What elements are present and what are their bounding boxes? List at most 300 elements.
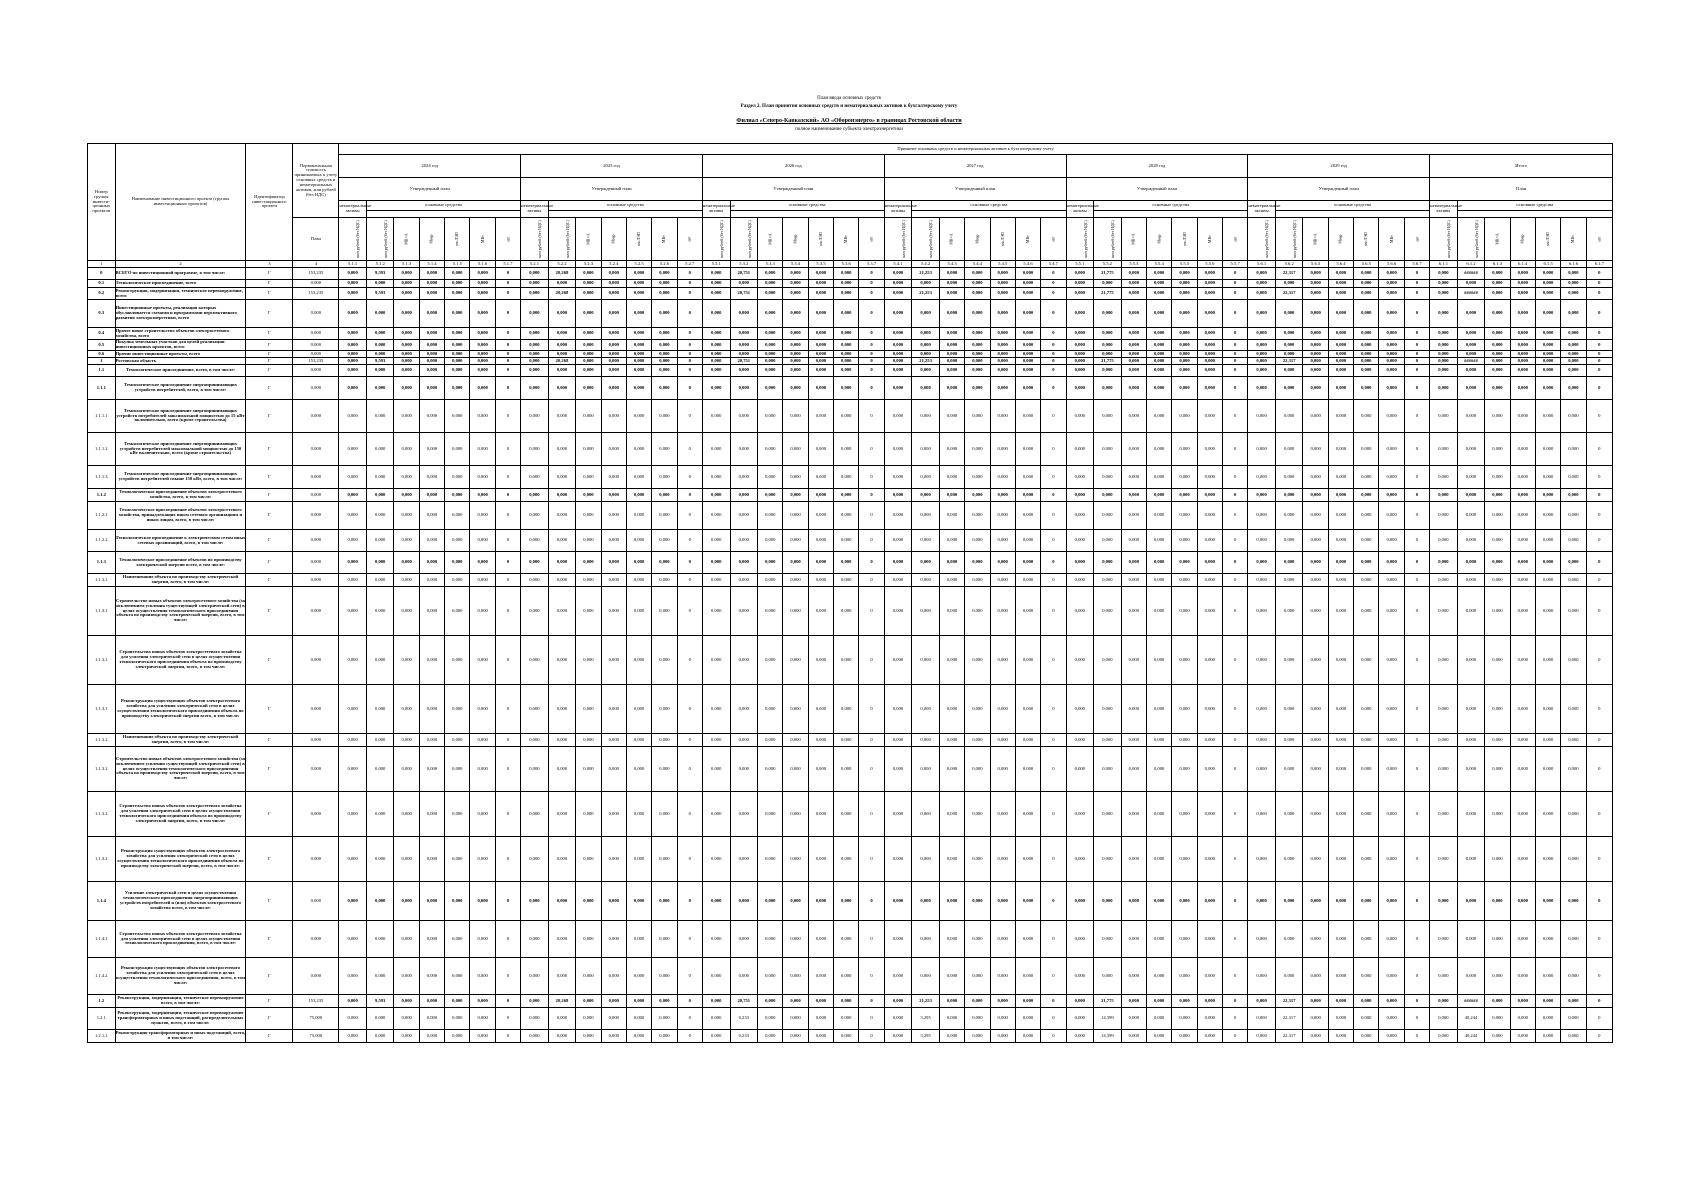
row-value: 0,000 xyxy=(1066,280,1094,288)
row-value: 0 xyxy=(1404,489,1429,502)
row-value: 0,000 xyxy=(394,300,419,328)
row-value: 0,000 xyxy=(702,734,730,747)
row-value: 0,000 xyxy=(339,288,367,300)
header-spacer xyxy=(1094,211,1248,218)
row-value: 0,000 xyxy=(1430,882,1458,921)
row-value: 0,000 xyxy=(730,530,758,552)
row-value: 0,000 xyxy=(758,995,783,1008)
row-value: 0,000 xyxy=(1094,792,1122,837)
row-value: 0,000 xyxy=(1172,489,1197,502)
row-value: 0 xyxy=(677,882,702,921)
row-value: 0,000 xyxy=(834,921,859,958)
row-value: 0,000 xyxy=(576,351,601,358)
row-identifier: Г xyxy=(246,400,293,433)
row-value: 0,000 xyxy=(1303,489,1328,502)
row-identifier: Г xyxy=(246,1008,293,1030)
row-value: 0 xyxy=(1222,995,1247,1008)
header-fixed-assets: основные средства xyxy=(366,201,520,211)
row-value: 0,000 xyxy=(445,268,470,280)
row-value: 0,000 xyxy=(1561,1008,1586,1030)
row-value: 0,000 xyxy=(758,747,783,792)
header-unit-text: МВ×А xyxy=(1494,233,1500,245)
row-value: 0,000 xyxy=(939,636,964,685)
row-value: 0,000 xyxy=(990,636,1015,685)
row-value: 21,775 xyxy=(1094,268,1122,280)
row-value: 0,000 xyxy=(1430,574,1458,587)
row-value: 0,000 xyxy=(1457,747,1485,792)
row-value: 0,000 xyxy=(1510,636,1535,685)
row-value: 0,000 xyxy=(601,502,626,530)
table-row xyxy=(88,288,1613,300)
row-value: 0,000 xyxy=(1172,433,1197,466)
row-value: 0,000 xyxy=(1430,837,1458,882)
row-value: 0,000 xyxy=(576,433,601,466)
header-intangible-assets: нематериальные активы xyxy=(1430,201,1458,218)
row-project-name: Реконструкция существующих объектов электросетевого хозяйства для усиления электрической сети в целях осуществления технологического присоединения объекта по производству электрической энергии всего, в том числе: xyxy=(115,685,246,734)
row-value: 0,000 xyxy=(1275,574,1303,587)
row-value: 0,000 xyxy=(394,466,419,489)
row-value: 0,000 xyxy=(1015,837,1040,882)
row-value: 0,000 xyxy=(912,377,940,400)
row-value: 0,000 xyxy=(912,837,940,882)
row-value: 22,317 xyxy=(1275,1008,1303,1030)
row-value: 0,000 xyxy=(912,530,940,552)
row-value: 0,000 xyxy=(834,792,859,837)
row-value: 0,000 xyxy=(1430,351,1458,358)
row-value: 0,000 xyxy=(1172,365,1197,377)
row-value: 0,000 xyxy=(445,995,470,1008)
row-value: 0,000 xyxy=(1328,280,1353,288)
row-value: 0,000 xyxy=(1121,882,1146,921)
row-value: 0,000 xyxy=(808,358,833,365)
row-value: 0,000 xyxy=(1328,958,1353,995)
row-value: 0,000 xyxy=(1535,958,1560,995)
row-value: 0,000 xyxy=(783,734,808,747)
row-value: 0,000 xyxy=(783,837,808,882)
row-value: 0,000 xyxy=(1147,792,1172,837)
row-value: 0,000 xyxy=(702,1008,730,1030)
row-value: 0,000 xyxy=(419,882,444,921)
row-value: 0,000 xyxy=(1066,792,1094,837)
row-value: 0,000 xyxy=(1172,734,1197,747)
row-value: 0 xyxy=(859,1030,884,1043)
row-value: 0,000 xyxy=(626,747,651,792)
row-value: 0,000 xyxy=(1303,1030,1328,1043)
row-value: 0,000 xyxy=(1303,300,1328,328)
column-number: 5.4.3 xyxy=(939,261,964,268)
row-value: 0 xyxy=(1222,400,1247,433)
row-value: 0,000 xyxy=(470,400,495,433)
header-unit-text: МВ×А xyxy=(948,233,954,245)
row-value: 0,000 xyxy=(1430,587,1458,636)
row-value: 0 xyxy=(859,882,884,921)
row-value: 0,000 xyxy=(576,466,601,489)
row-value: 0,000 xyxy=(652,466,677,489)
row-value: 0,000 xyxy=(1379,433,1404,466)
row-value: 0,000 xyxy=(366,365,394,377)
row-value: 0,000 xyxy=(1485,1008,1510,1030)
row-value: 0 xyxy=(1404,268,1429,280)
row-value: 0,000 xyxy=(990,268,1015,280)
row-value: 0,000 xyxy=(1535,280,1560,288)
row-value: 0,000 xyxy=(1485,747,1510,792)
row-value: 20,751 xyxy=(730,358,758,365)
row-value: 0,000 xyxy=(652,358,677,365)
row-value: 0 xyxy=(1041,792,1066,837)
row-value: 0,000 xyxy=(1066,358,1094,365)
row-value: 0,000 xyxy=(1066,300,1094,328)
row-value: 0,000 xyxy=(1197,300,1222,328)
row-value: 0,000 xyxy=(939,685,964,734)
row-identifier: Г xyxy=(246,489,293,502)
row-value: 0 xyxy=(677,530,702,552)
row-value: 22,317 xyxy=(1275,1030,1303,1043)
row-value: 0,000 xyxy=(1379,734,1404,747)
table-row xyxy=(88,280,1613,288)
row-value: 0,000 xyxy=(1121,685,1146,734)
row-value: 0,000 xyxy=(1066,502,1094,530)
row-value: 0,000 xyxy=(1248,921,1276,958)
row-value: 0,000 xyxy=(366,837,394,882)
header-unit xyxy=(1485,218,1510,261)
row-value: 0,000 xyxy=(912,792,940,837)
table-row xyxy=(88,1008,1613,1030)
table-row xyxy=(88,433,1613,466)
row-identifier: Г xyxy=(246,340,293,351)
row-value: 0,000 xyxy=(1485,466,1510,489)
row-value: 0,000 xyxy=(990,921,1015,958)
row-value: 0,000 xyxy=(339,587,367,636)
row-value: 0,000 xyxy=(366,734,394,747)
row-value: 0 xyxy=(859,400,884,433)
row-value: 0,000 xyxy=(1561,685,1586,734)
header-unit-text: млн рублей (без НДС) xyxy=(382,219,388,258)
row-value: 0,000 xyxy=(626,587,651,636)
row-value: 0,000 xyxy=(601,300,626,328)
header-spacer xyxy=(730,211,884,218)
row-value: 0,000 xyxy=(990,466,1015,489)
row-value: 0,000 xyxy=(1535,1008,1560,1030)
row-value: 0,000 xyxy=(1457,351,1485,358)
row-value: 0,000 xyxy=(758,636,783,685)
row-value: 0,000 xyxy=(730,433,758,466)
row-value: 0,000 xyxy=(626,636,651,685)
row-value: 0,000 xyxy=(1147,365,1172,377)
row-value: 0 xyxy=(1404,433,1429,466)
row-value: 22,317 xyxy=(1275,995,1303,1008)
row-value: 0,000 xyxy=(419,351,444,358)
header-project-name: Наименование инвестиционного проекта (группы инвестиционных проектов) xyxy=(115,144,246,261)
row-value: 0,000 xyxy=(445,587,470,636)
row-value: 0,000 xyxy=(1303,365,1328,377)
row-number: 1.1.3.2 xyxy=(88,792,116,837)
row-value: 0,000 xyxy=(990,552,1015,574)
row-value: 0,000 xyxy=(601,552,626,574)
row-identifier: Г xyxy=(246,882,293,921)
row-value: 0,000 xyxy=(1094,552,1122,574)
row-value: 0,000 xyxy=(394,268,419,280)
header-unit-text: млн рублей (без НДС) xyxy=(1082,219,1088,258)
row-value: 0 xyxy=(859,734,884,747)
row-value: 40,244 xyxy=(1457,1030,1485,1043)
row-value: 0,000 xyxy=(576,328,601,340)
row-value: 0,000 xyxy=(702,837,730,882)
row-value: 0,000 xyxy=(783,300,808,328)
row-value: 0,000 xyxy=(758,502,783,530)
row-identifier: Г xyxy=(246,365,293,377)
column-number: 5.6.1 xyxy=(1248,261,1276,268)
row-number: 1.1.1 xyxy=(88,377,116,400)
row-value: 0,000 xyxy=(1535,400,1560,433)
row-value: 0,000 xyxy=(1172,636,1197,685)
row-value: 0,000 xyxy=(1172,837,1197,882)
row-value: 0,000 xyxy=(445,882,470,921)
row-value: 0,000 xyxy=(1248,400,1276,433)
header-unit xyxy=(730,218,758,261)
row-value: 0,000 xyxy=(834,400,859,433)
row-number: 1.1.3.1 xyxy=(88,685,116,734)
row-number: 1.2.1.1 xyxy=(88,1030,116,1043)
row-initial-cost: 0,000 xyxy=(293,792,339,837)
table-row xyxy=(88,587,1613,636)
row-value: 0,000 xyxy=(1066,587,1094,636)
header-unit-text: шт xyxy=(1232,236,1238,242)
header-unit-text: шт xyxy=(1596,236,1602,242)
row-value: 0 xyxy=(1586,792,1612,837)
row-value: 0 xyxy=(1586,574,1612,587)
row-value: 0 xyxy=(1222,574,1247,587)
row-value: 0,000 xyxy=(1066,734,1094,747)
row-value: 0,000 xyxy=(1121,792,1146,837)
row-value: 0 xyxy=(1404,882,1429,921)
row-value: 0,000 xyxy=(730,837,758,882)
row-value: 0,000 xyxy=(1094,921,1122,958)
row-value: 0,000 xyxy=(912,365,940,377)
row-value: 0,000 xyxy=(366,328,394,340)
row-value: 0,000 xyxy=(366,747,394,792)
row-value: 0,000 xyxy=(1121,1030,1146,1043)
row-value: 0,000 xyxy=(1066,530,1094,552)
row-value: 0,000 xyxy=(576,587,601,636)
row-value: 0,000 xyxy=(912,280,940,288)
row-value: 0,000 xyxy=(1275,365,1303,377)
row-value: 0,000 xyxy=(1121,466,1146,489)
row-value: 0,000 xyxy=(702,1030,730,1043)
row-value: 0,000 xyxy=(470,340,495,351)
row-value: 0,000 xyxy=(1328,502,1353,530)
header-plan-type: Утвержденный план xyxy=(884,178,1066,201)
row-value: 0,000 xyxy=(990,351,1015,358)
row-value: 0 xyxy=(1586,882,1612,921)
row-value: 0,000 xyxy=(1275,466,1303,489)
header-unit-text: МВ×А xyxy=(1130,233,1136,245)
table-row xyxy=(88,300,1613,328)
row-value: 0 xyxy=(1586,400,1612,433)
row-value: 0,000 xyxy=(470,489,495,502)
row-value: 0,000 xyxy=(1066,837,1094,882)
column-number: 6.1.2 xyxy=(1457,261,1485,268)
row-value: 0,000 xyxy=(339,377,367,400)
row-value: 0,000 xyxy=(601,958,626,995)
row-value: 0 xyxy=(859,340,884,351)
header-unit xyxy=(1303,218,1328,261)
row-value: 0,000 xyxy=(1354,685,1379,734)
row-value: 0,000 xyxy=(576,921,601,958)
header-unit-text: шт xyxy=(686,236,692,242)
row-value: 0,000 xyxy=(576,340,601,351)
row-value: 0,000 xyxy=(1197,734,1222,747)
row-value: 0,000 xyxy=(965,837,990,882)
row-value: 0,000 xyxy=(339,995,367,1008)
header-unit-text: МВт xyxy=(843,234,849,243)
row-value: 0 xyxy=(1041,280,1066,288)
row-value: 0,000 xyxy=(1147,587,1172,636)
row-value: 0 xyxy=(1404,995,1429,1008)
header-unit xyxy=(834,218,859,261)
row-value: 0,000 xyxy=(1066,747,1094,792)
row-value: 0,000 xyxy=(1328,636,1353,685)
row-value: 0 xyxy=(1586,502,1612,530)
row-value: 0,000 xyxy=(834,747,859,792)
row-value: 0,000 xyxy=(1303,587,1328,636)
row-value: 0,000 xyxy=(1354,1008,1379,1030)
header-unit xyxy=(394,218,419,261)
row-value: 0,000 xyxy=(884,300,912,328)
row-value: 0,000 xyxy=(808,466,833,489)
header-unit-text: шт xyxy=(1050,236,1056,242)
row-value: 0,000 xyxy=(990,365,1015,377)
row-value: 0 xyxy=(1041,882,1066,921)
row-value: 0,000 xyxy=(1197,268,1222,280)
row-value: 0,000 xyxy=(652,587,677,636)
row-value: 0,233 xyxy=(730,1030,758,1043)
row-value: 0,000 xyxy=(1015,365,1040,377)
row-value: 0,000 xyxy=(808,502,833,530)
header-unit-text: км ЛЭП xyxy=(1181,231,1187,246)
row-initial-cost: 0,000 xyxy=(293,921,339,958)
row-value: 0 xyxy=(495,358,520,365)
row-value: 0 xyxy=(495,552,520,574)
table-row xyxy=(88,574,1613,587)
row-initial-cost: 0,000 xyxy=(293,958,339,995)
row-value: 0,000 xyxy=(939,1030,964,1043)
column-number: 5.1.3 xyxy=(394,261,419,268)
row-value: 0,000 xyxy=(990,400,1015,433)
row-value: 0,000 xyxy=(445,280,470,288)
row-project-name: Строительство новых объектов электросетевого хозяйства для усиления электрической сети в целях осуществления технологического присоединения объекта по производству электрической энергии, всего, в том числе: xyxy=(115,636,246,685)
row-value: 0,000 xyxy=(730,587,758,636)
row-value: 0,000 xyxy=(1354,433,1379,466)
row-value: 0,000 xyxy=(652,268,677,280)
row-value: 0,000 xyxy=(965,587,990,636)
row-number: 1.1.1.2 xyxy=(88,433,116,466)
row-value: 0,000 xyxy=(965,734,990,747)
row-value: 0,000 xyxy=(702,921,730,958)
row-project-name: Технологическое присоединение, всего xyxy=(115,280,246,288)
row-value: 0,000 xyxy=(730,792,758,837)
row-value: 0,000 xyxy=(783,685,808,734)
row-value: 0,000 xyxy=(912,636,940,685)
row-value: 0,000 xyxy=(758,300,783,328)
row-project-name: Технологическое присоединение объектов электросетевого хозяйства, принадлежащих иным сетевым организациям и иным лицам, всего, в том числе: xyxy=(115,502,246,530)
row-value: 0,000 xyxy=(1066,995,1094,1008)
row-value: 0,000 xyxy=(783,587,808,636)
row-value: 0 xyxy=(1404,328,1429,340)
row-value: 0,000 xyxy=(445,351,470,358)
row-value: 0,000 xyxy=(1248,792,1276,837)
row-value: 0,000 xyxy=(939,734,964,747)
row-value: 0,000 xyxy=(1248,1008,1276,1030)
row-value: 0,000 xyxy=(521,300,549,328)
row-value: 0,000 xyxy=(470,1030,495,1043)
row-value: 0,000 xyxy=(1485,995,1510,1008)
header-row-numbering xyxy=(88,261,1613,268)
row-value: 0,000 xyxy=(702,792,730,837)
row-value: 0 xyxy=(1041,365,1066,377)
row-value: 0,000 xyxy=(912,433,940,466)
row-value: 0,000 xyxy=(521,502,549,530)
row-value: 9,593 xyxy=(366,288,394,300)
table-row xyxy=(88,328,1613,340)
row-value: 0,000 xyxy=(1172,300,1197,328)
row-value: 0,000 xyxy=(939,433,964,466)
row-value: 0,000 xyxy=(965,433,990,466)
row-value: 0,000 xyxy=(626,288,651,300)
row-value: 0,000 xyxy=(576,530,601,552)
row-value: 0,000 xyxy=(758,328,783,340)
header-unit-text: млн рублей (без НДС) xyxy=(1264,219,1270,258)
row-value: 0,000 xyxy=(1172,358,1197,365)
column-number: 5.1.6 xyxy=(470,261,495,268)
header-year: 2029 год xyxy=(1248,155,1430,178)
row-value: 0,000 xyxy=(1248,466,1276,489)
row-value: 0,000 xyxy=(521,747,549,792)
row-value: 0,000 xyxy=(1015,552,1040,574)
row-value: 0,000 xyxy=(990,377,1015,400)
row-value: 0,000 xyxy=(990,574,1015,587)
table-row xyxy=(88,734,1613,747)
header-unit xyxy=(702,218,730,261)
table-row xyxy=(88,340,1613,351)
row-value: 0,000 xyxy=(470,300,495,328)
row-value: 0,000 xyxy=(1328,365,1353,377)
row-value: 0,000 xyxy=(1172,1008,1197,1030)
row-value: 0,000 xyxy=(1015,574,1040,587)
row-value: 0,000 xyxy=(601,466,626,489)
row-value: 0,000 xyxy=(1172,288,1197,300)
row-value: 0,000 xyxy=(702,351,730,358)
row-value: 0,000 xyxy=(1121,502,1146,530)
column-number: 5.5.2 xyxy=(1094,261,1122,268)
row-value: 0,000 xyxy=(884,587,912,636)
row-value: 0,000 xyxy=(965,552,990,574)
table-row xyxy=(88,636,1613,685)
header-unit-text: МВт xyxy=(661,234,667,243)
row-value: 0,000 xyxy=(1066,921,1094,958)
row-value: 0,000 xyxy=(783,1008,808,1030)
row-value: 0,000 xyxy=(1510,685,1535,734)
row-value: 0,000 xyxy=(626,466,651,489)
row-value: 0,000 xyxy=(339,574,367,587)
row-value: 0,000 xyxy=(808,433,833,466)
row-value: 0,000 xyxy=(1485,351,1510,358)
row-value: 0,000 xyxy=(1303,574,1328,587)
row-value: 0,000 xyxy=(394,530,419,552)
row-value: 0,000 xyxy=(1303,466,1328,489)
row-value: 0,000 xyxy=(521,1030,549,1043)
row-value: 0 xyxy=(1404,685,1429,734)
row-value: 0,000 xyxy=(730,636,758,685)
